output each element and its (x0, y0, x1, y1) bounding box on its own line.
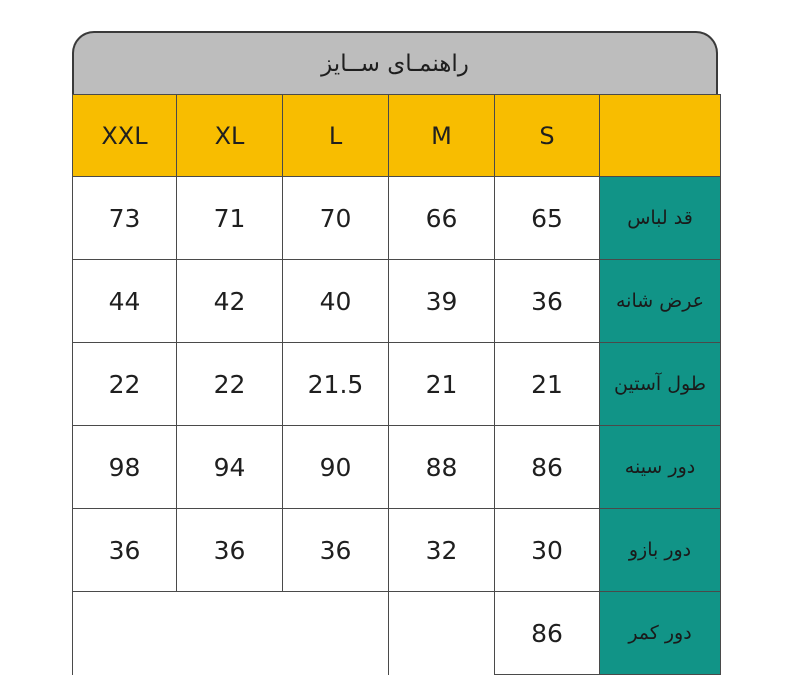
row-label-sleeve: طول آستین (600, 343, 721, 426)
value-cell-arm-m: 32 (389, 509, 495, 592)
size-header-xl: XL (177, 95, 283, 177)
value-cell-sleeve-m: 21 (389, 343, 495, 426)
value-cell-chest-l: 90 (283, 426, 389, 509)
value-cell-shoulder-xxl: 44 (73, 260, 177, 343)
row-label-length: قد لباس (600, 177, 721, 260)
value-cell-length-l: 70 (283, 177, 389, 260)
value-cell-shoulder-l: 40 (283, 260, 389, 343)
value-cell-chest-xxl: 98 (73, 426, 177, 509)
value-cell-waist-xxl (73, 592, 177, 675)
value-cell-length-m: 66 (389, 177, 495, 260)
row-label-chest: دور سینه (600, 426, 721, 509)
header-corner-cell (600, 95, 721, 177)
row-label-shoulder: عرض شانه (600, 260, 721, 343)
value-cell-shoulder-xl: 42 (177, 260, 283, 343)
title-bar (72, 31, 718, 94)
size-header-s: S (495, 95, 600, 177)
value-cell-shoulder-s: 36 (495, 260, 600, 343)
size-grid (72, 94, 721, 675)
size-guide-table (72, 31, 716, 671)
value-cell-arm-xxl: 36 (73, 509, 177, 592)
value-cell-arm-s: 30 (495, 509, 600, 592)
size-guide-title: راهنمـای ســایز (321, 50, 469, 77)
row-label-arm: دور بازو (600, 509, 721, 592)
value-cell-length-xxl: 73 (73, 177, 177, 260)
size-header-m: M (389, 95, 495, 177)
value-cell-waist-xl (177, 592, 283, 675)
value-cell-sleeve-xxl: 22 (73, 343, 177, 426)
value-cell-length-s: 65 (495, 177, 600, 260)
value-cell-arm-xl: 36 (177, 509, 283, 592)
value-cell-shoulder-m: 39 (389, 260, 495, 343)
row-label-waist: دور کمر (600, 592, 721, 675)
value-cell-waist-m (389, 592, 495, 675)
value-cell-length-xl: 71 (177, 177, 283, 260)
value-cell-sleeve-xl: 22 (177, 343, 283, 426)
value-cell-arm-l: 36 (283, 509, 389, 592)
size-header-l: L (283, 95, 389, 177)
value-cell-sleeve-l: 21.5 (283, 343, 389, 426)
value-cell-chest-xl: 94 (177, 426, 283, 509)
value-cell-sleeve-s: 21 (495, 343, 600, 426)
value-cell-waist-s: 86 (495, 592, 600, 675)
value-cell-waist-l (283, 592, 389, 675)
value-cell-chest-s: 86 (495, 426, 600, 509)
value-cell-chest-m: 88 (389, 426, 495, 509)
size-header-xxl: XXL (73, 95, 177, 177)
